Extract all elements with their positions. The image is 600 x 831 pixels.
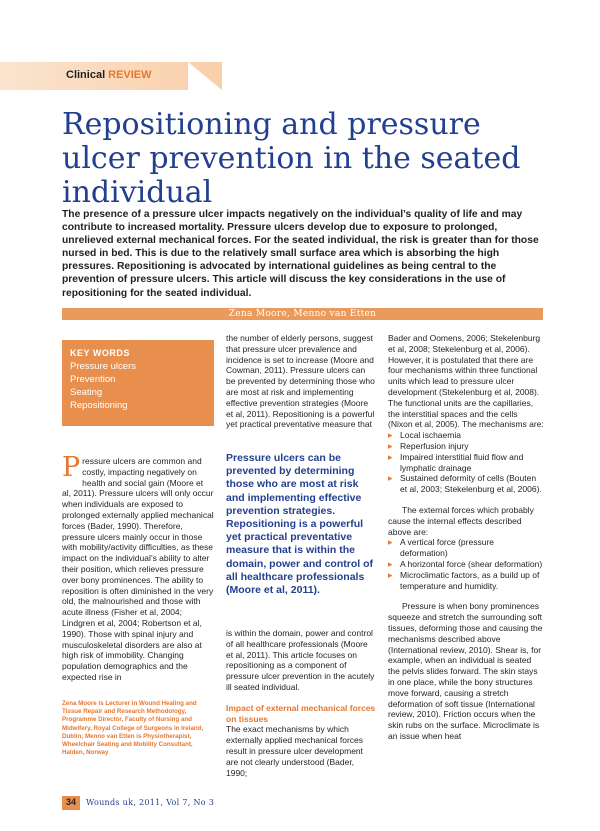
abstract: The presence of a pressure ulcer impacts negatively on the individual’s quality of life and may contribute to increased mortality. Pressure ulcers develop due to exposure to prolonged, unrelieved external mechanical forces. For the seated individual, the risk is greater than for those nursed in bed. This is due to the relatively small surface area which is absorbing the high pressures. Repositioning is advocated by international guidelines as being central to the prevention of pressure ulcers. This article will discuss the key considerations in the use of repositioning for the seated individual.: [62, 209, 539, 299]
pull-quote: Pressure ulcers can be prevented by determining those who are most at risk and implementing effective prevention strategies. Repositioning is a powerful yet practical preventative measure that is within the domain, power and control of all healthcare professionals (Moore et al, 2011).: [226, 452, 373, 597]
col3-paragraph-3: Pressure is when bony prominences squeeze and stretch the surrounding soft tissues, deforming those and causing the mechanisms described above (International review, 2010). Shear is, for example, when an individual is seated the pelvis slides forward. The skin stays in one place, while the bony structures move forward, causing a stretch deformation of soft tissue (International review, 2010). Friction occurs when the skin rubs on the surface. Microclimate is an issue when heat: [388, 601, 543, 741]
mechanisms-list: [388, 430, 544, 495]
key-word: Seating: [70, 387, 103, 398]
section-label: [66, 69, 152, 81]
column-1: [62, 452, 214, 683]
key-words-title: KEY WORDS: [70, 348, 130, 358]
key-word: Repositioning: [70, 400, 128, 411]
list-item: ▸ Sustained deformity of cells (Bouten et al, 2003; Stekelenburg et al, 2006).: [388, 473, 544, 495]
authors: Zena Moore, Menno van Etten: [228, 309, 377, 319]
journal-citation: Wounds uk, 2011, Vol 7, No 3: [86, 798, 215, 807]
header-band-notch: [188, 62, 222, 90]
key-word: Prevention: [70, 374, 116, 385]
col3-paragraph-1: Bader and Oomens, 2006; Stekelenburg et al, 2008; Stekelenburg et al, 2006). However, it is postulated that there are four mechanisms within three functional units which lead to pressure ulcer development (Stekelenburg et al, 2008). The functional units are the capillaries, the interstitial spaces and the cells (Nixon et al, 2005). The mechanisms are:: [388, 333, 544, 430]
column-2-bottom: [226, 628, 376, 778]
col2-after-subhead: The exact mechanisms by which externally applied mechanical forces result in pressure ulcer development are not clearly understood (Bader, 1990;: [226, 724, 364, 778]
article-title: Repositioning and pressure ulcer prevention in the seated individual: [62, 107, 521, 210]
list-item: ▸ Microclimatic factors, as a build up of temperature and humidity.: [388, 570, 544, 592]
drop-cap: P: [62, 452, 81, 483]
key-words-box: [62, 340, 214, 426]
list-item: ▸ A vertical force (pressure deformation): [388, 537, 544, 559]
column-3: [388, 333, 544, 742]
section-subhead: Impact of external mechanical forces on tissues: [226, 702, 376, 724]
section-name: Clinical: [66, 69, 106, 81]
col1-body: ressure ulcers are common and costly, impacting negatively on health and social gain (Moore et al, 2011). Pressure ulcers will only occur when individuals are exposed to prolonged externally applied mechanical forces (Bader, 1990). Therefore, pressure ulcers mainly occur in those with mobility/activity difficulties, as these impact on the individual’s ability to alter their position, which relieves pressure over bony prominences. The ability to reposition is often diminished in the very old, the malnourished and those with acute illness (Fisher et al, 2004; Lindgren et al, 2004; Robertson et al, 1990). Those with spinal injury and musculoskeletal disorders are also at high risk of immobility. Changing population demographics and the expected rise in: [62, 456, 214, 682]
list-item: ▸ A horizontal force (shear deformation): [388, 559, 544, 570]
list-item: ▸ Reperfusion injury: [388, 441, 544, 452]
list-item: ▸ Impaired interstitial fluid flow and lymphatic drainage: [388, 452, 544, 474]
article-type: REVIEW: [108, 69, 152, 81]
col3-paragraph-2: The external forces which probably cause the internal effects described above are:: [388, 504, 534, 537]
page-number: 34: [65, 797, 76, 807]
col2-top-paragraph: the number of elderly persons, suggest that pressure ulcer prevalence and incidence is set to increase (Moore and Cowman, 2011). Pressure ulcers can be prevented by determining those who are most at risk and implementing effective prevention strategies (Moore et al, 2011). Repositioning is a powerful yet practical preventative measure that: [226, 333, 375, 430]
key-word: Pressure ulcers: [70, 361, 136, 372]
list-item: ▸ Local ischaemia: [388, 430, 544, 441]
col2-bottom-paragraph: is within the domain, power and control of all healthcare professionals (Moore et al, 2011). This article focuses on repositioning as a component of pressure ulcer prevention in the acutely ill seated individual.: [226, 628, 375, 692]
author-bio: Zena Moore is Lecturer in Wound Healing and Tissue Repair and Research Methodology, Programme Director, Faculty of Nursing and Midwifery, Royal College of Surgeons in Ireland, Dublin; Menno van Etten is Physiotherapist, Wheelchair Seating and Mobility Consultant, Halden, Norway: [62, 700, 204, 757]
column-2-top: [226, 333, 376, 430]
forces-list: [388, 537, 544, 591]
col1-paragraph: [62, 452, 214, 683]
